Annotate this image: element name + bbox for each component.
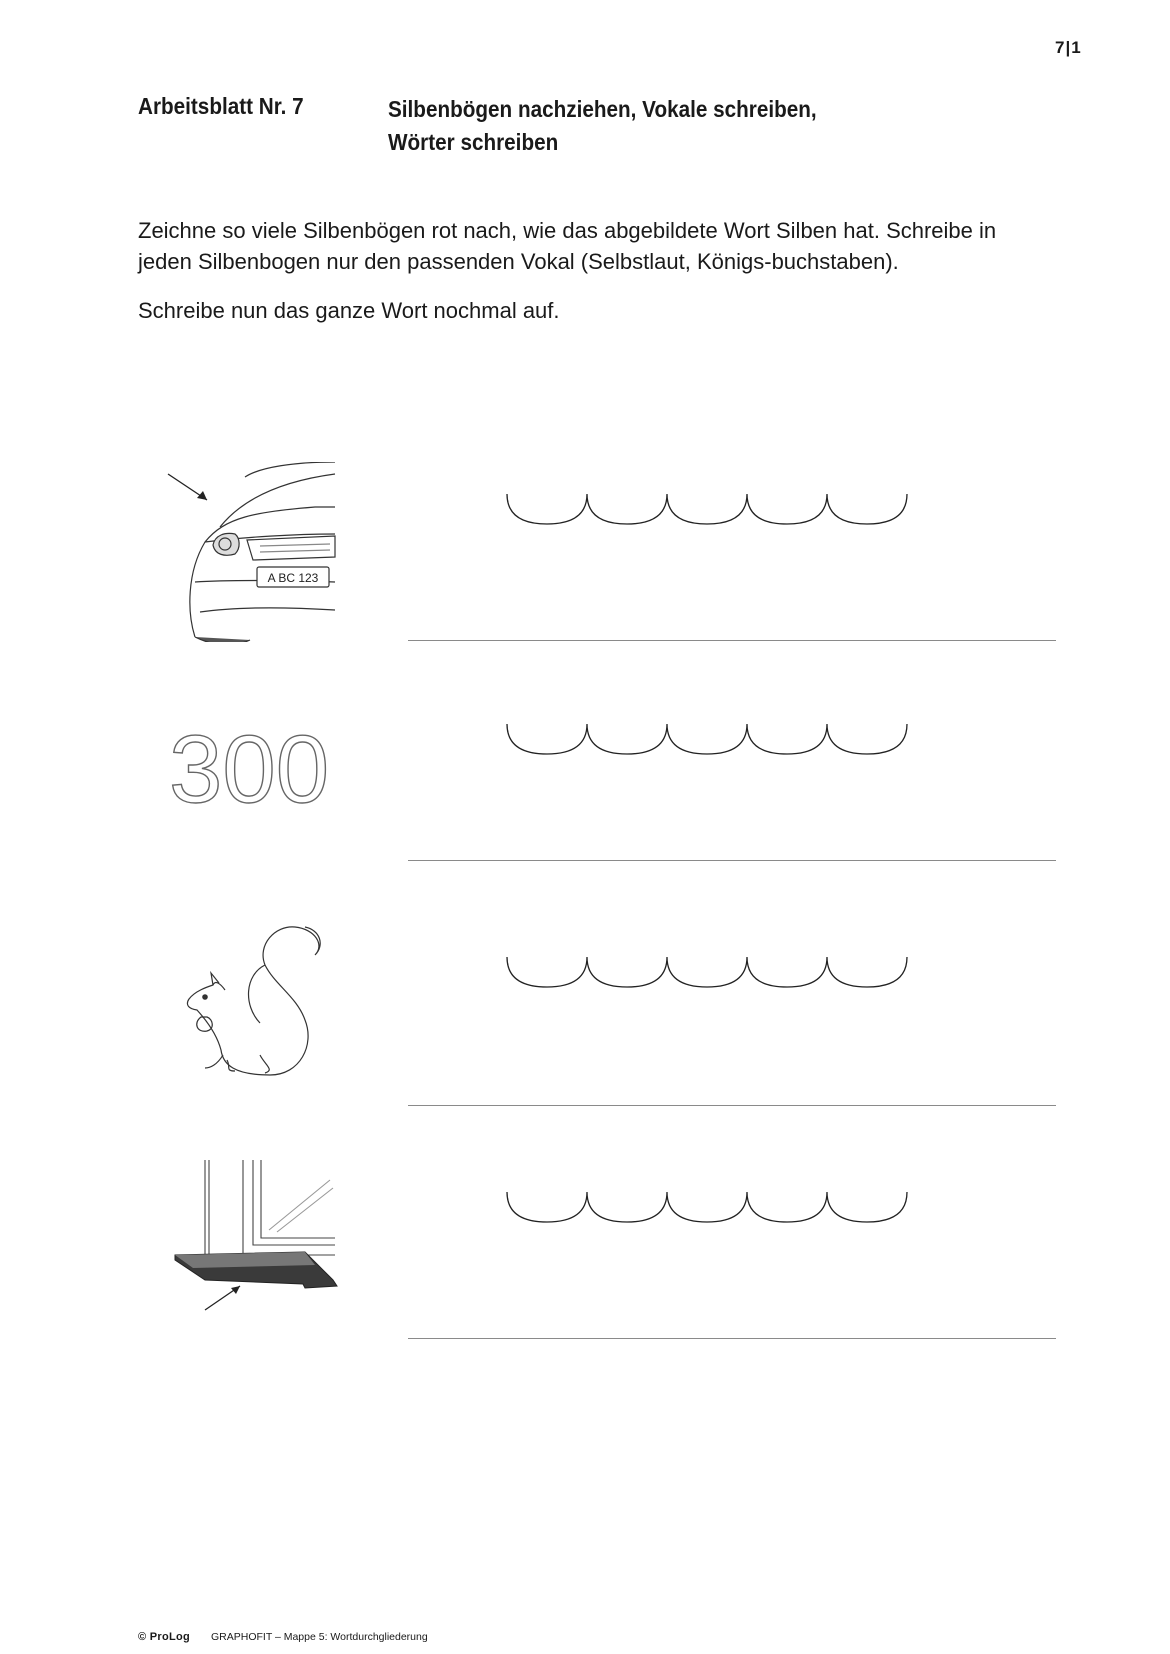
page-number: 7|1 <box>1055 38 1082 57</box>
exercise-row-3 <box>0 925 1170 1125</box>
number-300-text: 300 <box>169 716 330 823</box>
exercise-row-1 <box>0 462 1170 662</box>
publication-title: GRAPHOFIT – Mappe 5: Wortdurchgliederung <box>210 1631 428 1643</box>
exercise-row-4 <box>0 1160 1170 1360</box>
worksheet-title-line2: Wörter schreiben <box>388 129 559 155</box>
instructions <box>138 215 1038 344</box>
syllable-arcs[interactable] <box>505 490 925 530</box>
syllable-arcs[interactable] <box>505 1188 925 1228</box>
syllable-arcs[interactable] <box>505 720 925 760</box>
worksheet-label: Arbeitsblatt Nr. 7 <box>138 93 304 119</box>
license-plate-text: A BC 123 <box>267 571 319 585</box>
worksheet-title <box>388 93 817 159</box>
number-300-illustration <box>165 692 355 872</box>
writing-line[interactable] <box>408 860 1056 861</box>
publisher-copyright: © ProLog <box>138 1631 191 1643</box>
footer <box>138 1631 428 1643</box>
syllable-arcs[interactable] <box>505 953 925 993</box>
exercise-row-2 <box>0 692 1170 892</box>
car-headlight-illustration <box>165 462 355 642</box>
windowsill-illustration <box>165 1160 355 1340</box>
writing-line[interactable] <box>408 1338 1056 1339</box>
instruction-paragraph-2: Schreibe nun das ganze Wort nochmal auf. <box>138 298 560 323</box>
worksheet-title-line1: Silbenbögen nachziehen, Vokale schreiben, <box>388 96 817 122</box>
instruction-paragraph-1: Zeichne so viele Silbenbögen rot nach, wie das abgebildete Wort Silben hat. Schreibe in jeden Silbenbogen nur den passenden Vokal (Selbstlaut, Königs-buchstaben). <box>138 218 997 274</box>
squirrel-illustration <box>165 925 355 1105</box>
writing-line[interactable] <box>408 1105 1056 1106</box>
writing-line[interactable] <box>408 640 1056 641</box>
